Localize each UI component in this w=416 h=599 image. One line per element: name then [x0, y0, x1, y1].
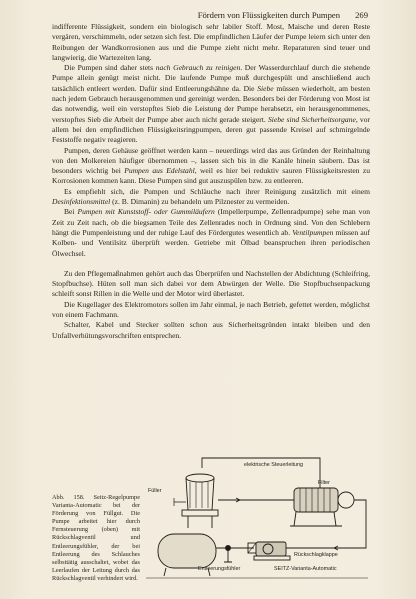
pump-diagram: [144, 452, 370, 580]
text-run: (Impellerpumpe, Zellenradpumpe) sehe man von Zeit zu Zeit nach, ob die biegsamen Teile des Zellenrades noch in Ordnung sind. Von den Schlebern hängt die Pumpenleistung und der ruhige Lauf des Fördergutes wesentlich ab.: [52, 207, 370, 237]
label-pump-model: SEITZ-Varianta-Automatic: [274, 566, 337, 572]
text-run: müssen wiederholt, am besten nach jedem Gebrauch herausgenommen und gereinigt werden. Besonders bei der Förderung von Most ist das notwendig, weil ein verstopftes Sieb die Leistung der Pumpe herabsetzt, ein herausgenommenes, verstopftes Sieb die Arbeit der Pumpe aber auch nicht gerade steigert.: [52, 83, 370, 124]
text-run: (z. B. Dimanin) zu behandeln um Pilznester zu vermeiden.: [110, 197, 290, 207]
figure-158: [52, 452, 370, 580]
label-filter: Filter: [318, 480, 330, 486]
page-number: 269: [355, 10, 368, 20]
emphasis: Pumpen aus Edelstahl: [124, 166, 195, 176]
text-run: , weil es hier bei reduktiv sauren Flüssigkeitsresten zu Korrosionen kommen kann. Diese Pumpen sind gut auszuspülen bzw. zu entleeren.: [52, 166, 370, 186]
paragraph-6: Zu den Pflegemaßnahmen gehört auch das Überprüfen und Nachstellen der Abdichtung (Schleifring, Stopfbuchse). Hüten soll man sich dabei vor dem Abwürgen der Welle. Die Stopfbuchsenpackung schleift sonst Rillen in die Welle und der Motor wird überlastet.: [52, 268, 370, 299]
paragraph-5: [52, 207, 370, 258]
body-text: [52, 22, 370, 341]
paragraph-7: Die Kugellager des Elektromotors sollen im Jahr einmal, je nach Betrieb, gefettet werden, möglichst von einem Fachmann.: [52, 299, 370, 320]
text-run: Bei: [64, 207, 78, 217]
label-fueller: Füller: [148, 488, 162, 494]
pump-illustration: [144, 452, 370, 580]
text-run: Es empfiehlt sich, die Pumpen und Schläuche nach ihrer Reinigung zusätzlich mit einem: [64, 186, 370, 196]
emphasis: Siebe sind Sicherheitsorgane: [268, 114, 356, 124]
text-run: , vor allem bei den empfindlichen Flüssigkeitsringpumpen, deren gut passende Kreisel auf schmirgelnde Feststoffe negativ reagieren.: [52, 114, 370, 145]
paragraph-1: indifferente Flüssigkeit, sondern ein biologisch sehr labiler Stoff. Most, Maische und deren Reste vergären, verschimmeln, oder setzen sich fest. Die empfindlichen Läufer der Pumpe leiern sich unter den Reibungen der Wandkorrosionen aus und die Pumpe zieht nicht mehr. Reparaturen sind teuer und langwierig, die Wartezeiten lang.: [52, 22, 370, 62]
paragraph-2: [52, 63, 370, 145]
text-run: müssen auf Kolben- und Ventilsitz überprüft werden. Getriebe mit Ölbad beanspruchen ihren periodischen Ölwechsel.: [52, 227, 370, 258]
label-steuerleitung: elektrische Steuerleitung: [244, 462, 304, 468]
paragraph-3: [52, 146, 370, 187]
emphasis: Pumpen mit Kunststoff- oder Gummiläufern: [77, 207, 215, 217]
paragraph-8: Schalter, Kabel und Stecker sollten schon aus Sicherheitsgründen intakt bleiben und den Unfallverhütungsvorschriften entsprechen.: [52, 320, 370, 340]
label-entleerungsfuehler: Entleerungsfühler: [198, 566, 241, 572]
filter-unit: [290, 488, 354, 526]
emphasis: Ventilpumpen: [292, 227, 334, 237]
figure-caption: Abb. 158. Seitz-Regelpumpe Varianta-Automatic bei der Förderung von Füllgut. Die Pumpe arbeitet hier durch Fernsteuerung (oben) mit Rückschlagventil und Entleerungsfühler, der bei Entleerung des Schlauches selbsttätig ausschaltet, wobei das Leerlaufen der Leitung durch das Rückschlagventil verhindert wird.: [52, 494, 140, 582]
filling-machine: [174, 474, 218, 528]
header-title: Fördern von Flüssigkeiten durch Pumpen: [197, 10, 340, 20]
text-run: Die Pumpen sind daher stets: [64, 63, 156, 73]
label-rueckschlagklappe: Rückschlagklappe: [294, 552, 338, 558]
emphasis: Siebe: [257, 83, 274, 93]
paragraph-4: [52, 187, 370, 208]
emphasis: Desinfektionsmittel: [52, 197, 111, 207]
pump-unit: [254, 542, 290, 560]
text-run: Pumpen, deren Gehäuse geöffnet werden kann – neuerdings wird das aus Gründen der Reinhaltung von den Molkereien häufiger übernommen –, lassen sich bis in die Kanäle hinein säubern. Das ist besonders wichtig bei: [52, 145, 370, 176]
text-run: . Der Wasserdurchlauf durch die stehende Pumpe allein genügt meist nicht. Die laufende Pumpe muß durchgespült und anschließend auch tatsächlich entleert werden. Dafür sind Entleerungshähne da. Die: [52, 63, 371, 93]
emphasis: nach Gebrauch zu reinigen: [155, 63, 241, 73]
